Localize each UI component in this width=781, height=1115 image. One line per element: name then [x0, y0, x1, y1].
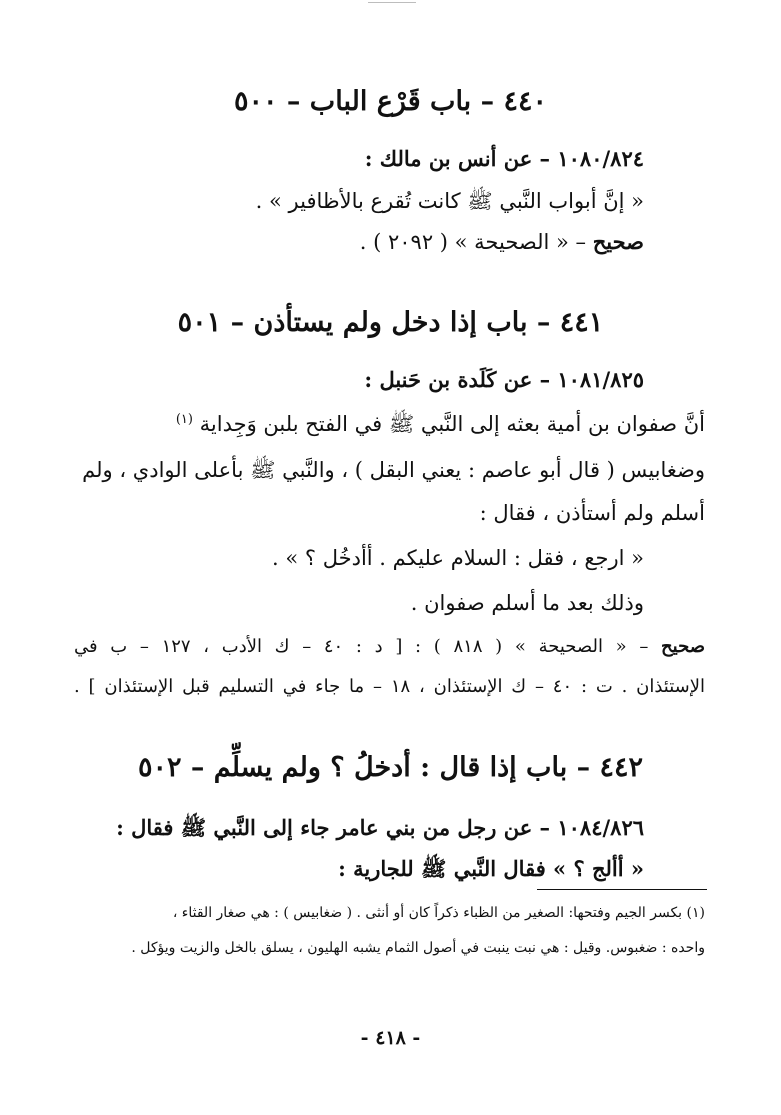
- footnote-line-2: واحده : ضغبوس. وقيل : هي نبت ينبت في أصول الثمام يشبه الهليون ، يسلق بالخل والزيت ويؤكل .: [131, 940, 705, 956]
- grade-citation-825: [74, 636, 705, 657]
- grade-label: صحيح: [592, 229, 644, 254]
- hadith-text-825-line-4: « ارجع ، فقل : السلام عليكم . أأدخُل ؟ » .: [272, 546, 644, 570]
- footnote-rule: [537, 889, 707, 890]
- hadith-text-824: « إنَّ أبواب النَّبي ﷺ كانت تُقرع بالأظافير » .: [255, 189, 644, 213]
- grade-label: صحيح: [661, 636, 706, 657]
- hadith-text-825-line-2: وضغابيس ( قال أبو عاصم : يعني البقل ) ، والنَّبي ﷺ بأعلى الوادي ، ولم: [82, 458, 705, 482]
- citation-continued-825: الإستئذان . ت : ٤٠ – ك الإستئذان ، ١٨ – ما جاء في التسليم قبل الإستئذان ] .: [74, 676, 706, 697]
- chapter-heading-441: ٤٤١ – باب إذا دخل ولم يستأذن – ٥٠١: [177, 307, 604, 338]
- citation: – « الصحيحة » ( ٢٠٩٢ ) .: [359, 230, 587, 254]
- hadith-intro-826: ١٠٨٤/٨٢٦ – عن رجل من بني عامر جاء إلى النَّبي ﷺ فقال :: [116, 815, 644, 840]
- hadith-intro-825: ١٠٨١/٨٢٥ – عن كَلَدة بن حَنبل :: [364, 367, 644, 392]
- text-segment: أنَّ صفوان بن أمية بعثه إلى النَّبي ﷺ في الفتح بلبن وَجِداية: [199, 412, 705, 436]
- top-rule: [368, 2, 416, 3]
- citation: – « الصحيحة » ( ٨١٨ ) : [ د : ٤٠ – ك الأدب ، ١٢٧ – ب في: [74, 636, 649, 657]
- page-number: - ٤١٨ -: [360, 1027, 421, 1049]
- footnote-marker: (١): [175, 412, 193, 427]
- hadith-text-825-line-3: أسلم ولم أستأذن ، فقال :: [479, 501, 705, 525]
- chapter-heading-440: ٤٤٠ – باب قَرْع الباب – ٥٠٠: [233, 86, 548, 117]
- hadith-text-826: « أألج ؟ » فقال النَّبي ﷺ للجارية :: [338, 856, 644, 881]
- hadith-intro-824: ١٠٨٠/٨٢٤ – عن أنس بن مالك :: [364, 146, 644, 171]
- chapter-heading-442: ٤٤٢ – باب إذا قال : أدخلُ ؟ ولم يسلِّم – ٥٠٢: [137, 752, 644, 783]
- hadith-text-825-line-1: [176, 411, 705, 442]
- hadith-text-825-line-5: وذلك بعد ما أسلم صفوان .: [410, 591, 644, 615]
- grade-citation-824: [360, 229, 644, 254]
- footnote-line-1: (١) بكسر الجيم وفتحها: الصغير من الظباء ذكراً كان أو أنثى . ( ضغابيس ) : هي صغار القثاء ،: [172, 905, 705, 921]
